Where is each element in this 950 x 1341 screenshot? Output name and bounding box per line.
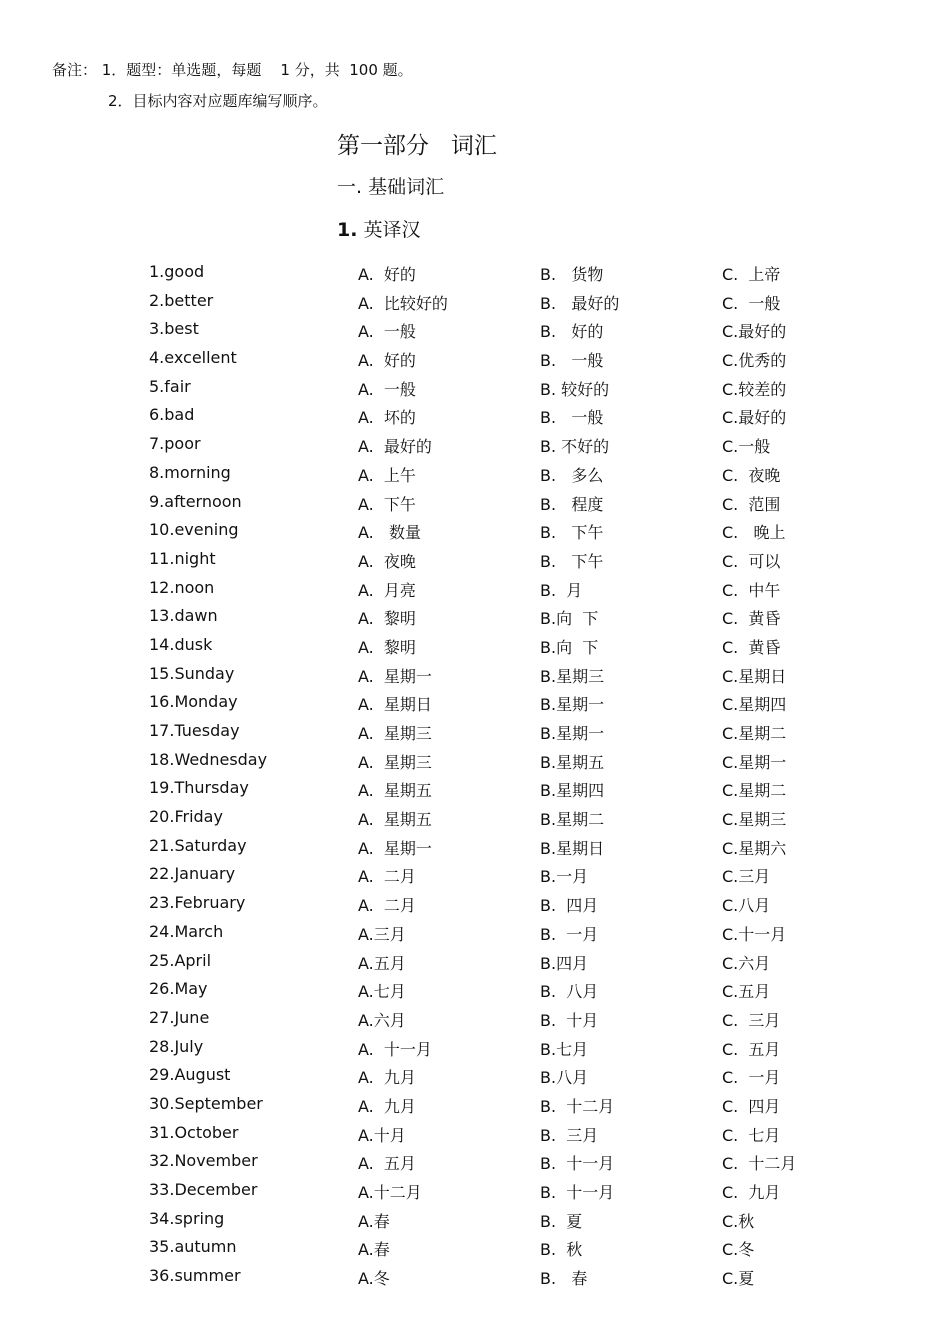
option-c: C.夏 (722, 1269, 755, 1289)
option-b: B. 十二月 (540, 1096, 615, 1116)
option-b: B. 春 (540, 1269, 588, 1289)
option-b: B.四月 (540, 953, 589, 973)
question-word: 13.dawn (149, 606, 218, 626)
option-b: B. 秋 (540, 1240, 583, 1260)
option-c: C.星期六 (722, 838, 787, 858)
option-b: B. 四月 (540, 896, 599, 916)
option-c: C. 范围 (722, 494, 781, 514)
question-row (0, 287, 950, 316)
option-c: C.星期一 (722, 752, 787, 772)
option-c: C.最好的 (722, 322, 787, 342)
option-c: C.五月 (722, 982, 771, 1002)
option-b: B.星期一 (540, 724, 605, 743)
option-b: B. 十月 (540, 1010, 599, 1030)
question-row (0, 1205, 950, 1234)
question-word: 32.November (149, 1151, 258, 1171)
option-b: B.八月 (540, 1068, 589, 1088)
question-word: 3.best (149, 319, 199, 339)
question-word: 34.spring (149, 1208, 225, 1228)
option-a: A.三月 (358, 924, 406, 944)
option-a: A. 星期一 (358, 838, 432, 858)
question-row (0, 488, 950, 517)
question-row (0, 459, 950, 488)
option-a: A.冬 (358, 1269, 390, 1289)
question-row (0, 545, 950, 574)
question-word: 4.excellent (149, 348, 237, 368)
part-title: 第一部分 词汇 (337, 133, 497, 159)
question-row (0, 1061, 950, 1090)
option-a: A. 星期三 (358, 752, 432, 772)
question-word: 35.autumn (149, 1237, 237, 1257)
option-b: B. 程度 (540, 494, 604, 514)
option-a: A. 月亮 (358, 580, 416, 600)
option-a: A. 九月 (358, 1068, 416, 1088)
option-a: A. 好的 (358, 351, 416, 371)
option-c: C. 一般 (722, 293, 781, 313)
option-c: C.优秀的 (722, 351, 787, 371)
option-c: C. 五月 (722, 1039, 781, 1059)
option-b: B. 十一月 (540, 1183, 615, 1202)
option-c: C.冬 (722, 1240, 755, 1260)
question-row (0, 574, 950, 603)
option-a: A.五月 (358, 953, 406, 973)
option-a: A. 黎明 (358, 609, 416, 629)
question-row (0, 1090, 950, 1119)
question-word: 18.Wednesday (149, 749, 268, 769)
question-row (0, 860, 950, 889)
option-c: C.星期三 (722, 810, 787, 830)
option-c: C.六月 (722, 953, 771, 973)
option-a: A.十月 (358, 1125, 406, 1145)
option-a: A. 二月 (358, 896, 416, 916)
option-a: A. 星期一 (358, 666, 432, 686)
option-c: C.星期四 (722, 695, 787, 715)
question-word: 17.Tuesday (149, 721, 240, 740)
option-c: C.八月 (722, 896, 771, 916)
question-row (0, 1147, 950, 1176)
question-word: 29.August (149, 1065, 231, 1085)
option-a: A. 下午 (358, 494, 416, 514)
option-b: B. 下午 (540, 523, 604, 543)
option-b: B. 多么 (540, 465, 604, 485)
subsection-label: 英译汉 (363, 219, 421, 241)
question-word: 20.Friday (149, 807, 223, 827)
question-word: 14.dusk (149, 634, 213, 654)
question-row (0, 803, 950, 832)
question-row (0, 746, 950, 775)
option-a: A.十二月 (358, 1183, 422, 1202)
question-word: 5.fair (149, 376, 191, 396)
option-a: A.六月 (358, 1010, 406, 1030)
question-word: 8.morning (149, 462, 231, 482)
option-a: A. 一般 (358, 322, 416, 342)
option-b: B.七月 (540, 1039, 589, 1059)
subsection-title (337, 215, 420, 242)
question-row (0, 918, 950, 947)
option-b: B.一月 (540, 867, 589, 887)
option-a: A. 上午 (358, 465, 416, 485)
option-a: A. 十一月 (358, 1039, 432, 1059)
question-word: 30.September (149, 1093, 263, 1113)
question-word: 26.May (149, 979, 208, 999)
option-c: C. 一月 (722, 1068, 781, 1088)
question-row (0, 344, 950, 373)
question-word: 24.March (149, 921, 224, 941)
option-b: B. 十一月 (540, 1154, 615, 1174)
option-c: C.星期二 (722, 781, 787, 801)
option-a: A. 比较好的 (358, 293, 448, 313)
note-line-2: 2．目标内容对应题库编写顺序。 (108, 92, 328, 110)
question-word: 10.evening (149, 520, 239, 540)
question-row (0, 832, 950, 861)
question-word: 2.better (149, 290, 214, 310)
question-word: 31.October (149, 1122, 239, 1142)
option-a: A. 一般 (358, 379, 416, 399)
option-b: B. 月 (540, 580, 583, 600)
option-b: B. 最好的 (540, 293, 620, 313)
option-b: B. 夏 (540, 1211, 583, 1231)
question-row (0, 774, 950, 803)
question-word: 19.Thursday (149, 778, 249, 798)
option-c: C. 七月 (722, 1125, 781, 1145)
option-c: C.三月 (722, 867, 771, 887)
question-row (0, 602, 950, 631)
option-a: A. 最好的 (358, 437, 432, 457)
option-b: B.星期四 (540, 781, 605, 801)
option-b: B.星期一 (540, 695, 605, 715)
option-c: C.十一月 (722, 924, 787, 944)
question-word: 16.Monday (149, 692, 238, 712)
question-word: 28.July (149, 1036, 204, 1056)
option-c: C.最好的 (722, 408, 787, 428)
question-row (0, 373, 950, 402)
question-word: 22.January (149, 864, 236, 884)
option-b: B. 下午 (540, 551, 604, 571)
option-a: A.七月 (358, 982, 406, 1002)
question-word: 12.noon (149, 577, 215, 597)
question-row (0, 947, 950, 976)
question-word: 9.afternoon (149, 491, 242, 511)
question-row (0, 717, 950, 746)
option-a: A. 夜晚 (358, 551, 416, 571)
option-b: B. 一月 (540, 924, 599, 944)
question-row (0, 1033, 950, 1062)
section-title: 一. 基础词汇 (337, 176, 445, 198)
question-list (0, 258, 950, 1291)
question-word: 6.bad (149, 405, 195, 425)
option-c: C.星期日 (722, 666, 787, 686)
question-row (0, 631, 950, 660)
option-c: C. 晚上 (722, 523, 786, 543)
option-c: C. 中午 (722, 580, 781, 600)
question-row (0, 516, 950, 545)
option-b: B. 较好的 (540, 379, 610, 399)
question-row (0, 1233, 950, 1262)
option-b: B.星期三 (540, 666, 605, 686)
question-word: 23.February (149, 893, 246, 913)
option-a: A.春 (358, 1240, 390, 1260)
question-word: 25.April (149, 950, 212, 970)
option-a: A. 二月 (358, 867, 416, 887)
question-row (0, 401, 950, 430)
option-c: C. 十二月 (722, 1154, 797, 1174)
question-row (0, 1004, 950, 1033)
note-line-1: 备注： 1．题型：单选题，每题 1 分，共 100 题。 (52, 61, 413, 79)
option-c: C. 上帝 (722, 265, 781, 284)
option-a: A. 坏的 (358, 408, 416, 428)
option-a: A. 星期日 (358, 695, 432, 715)
option-a: A. 黎明 (358, 637, 416, 657)
question-row (0, 315, 950, 344)
option-c: C. 三月 (722, 1010, 781, 1030)
question-row (0, 889, 950, 918)
option-a: A. 星期五 (358, 810, 432, 830)
question-row (0, 975, 950, 1004)
question-word: 33.December (149, 1180, 258, 1199)
option-c: C. 夜晚 (722, 465, 781, 485)
option-b: B.向 下 (540, 609, 599, 629)
option-b: B. 一般 (540, 351, 604, 371)
option-c: C. 四月 (722, 1096, 781, 1116)
option-b: B.星期五 (540, 752, 605, 772)
option-b: B.星期日 (540, 838, 605, 858)
option-a: A. 星期三 (358, 724, 432, 743)
question-row (0, 1119, 950, 1148)
question-row (0, 258, 950, 287)
question-row (0, 1262, 950, 1291)
option-c: C. 可以 (722, 551, 781, 571)
option-c: C. 黄昏 (722, 609, 781, 629)
question-word: 1.good (149, 262, 205, 281)
option-b: B.向 下 (540, 637, 599, 657)
question-word: 7.poor (149, 434, 201, 454)
option-b: B. 八月 (540, 982, 599, 1002)
question-row (0, 1176, 950, 1205)
option-b: B. 不好的 (540, 437, 610, 457)
option-b: B. 三月 (540, 1125, 599, 1145)
option-b: B. 一般 (540, 408, 604, 428)
option-c: C.星期二 (722, 724, 787, 743)
question-word: 11.night (149, 548, 216, 568)
option-a: A.春 (358, 1211, 390, 1231)
question-word: 27.June (149, 1007, 210, 1027)
option-c: C.秋 (722, 1211, 755, 1231)
question-row (0, 430, 950, 459)
question-row (0, 688, 950, 717)
question-word: 36.summer (149, 1266, 241, 1286)
option-a: A. 好的 (358, 265, 416, 284)
option-a: A. 星期五 (358, 781, 432, 801)
option-a: A. 九月 (358, 1096, 416, 1116)
option-b: B.星期二 (540, 810, 605, 830)
option-b: B. 好的 (540, 322, 604, 342)
question-row (0, 660, 950, 689)
subsection-number: 1. (337, 219, 358, 241)
question-word: 21.Saturday (149, 835, 247, 855)
option-c: C. 九月 (722, 1183, 781, 1202)
option-c: C.一般 (722, 437, 771, 457)
option-a: A. 五月 (358, 1154, 416, 1174)
option-b: B. 货物 (540, 265, 604, 284)
option-c: C. 黄昏 (722, 637, 781, 657)
option-a: A. 数量 (358, 523, 422, 543)
option-c: C.较差的 (722, 379, 787, 399)
question-word: 15.Sunday (149, 663, 235, 683)
